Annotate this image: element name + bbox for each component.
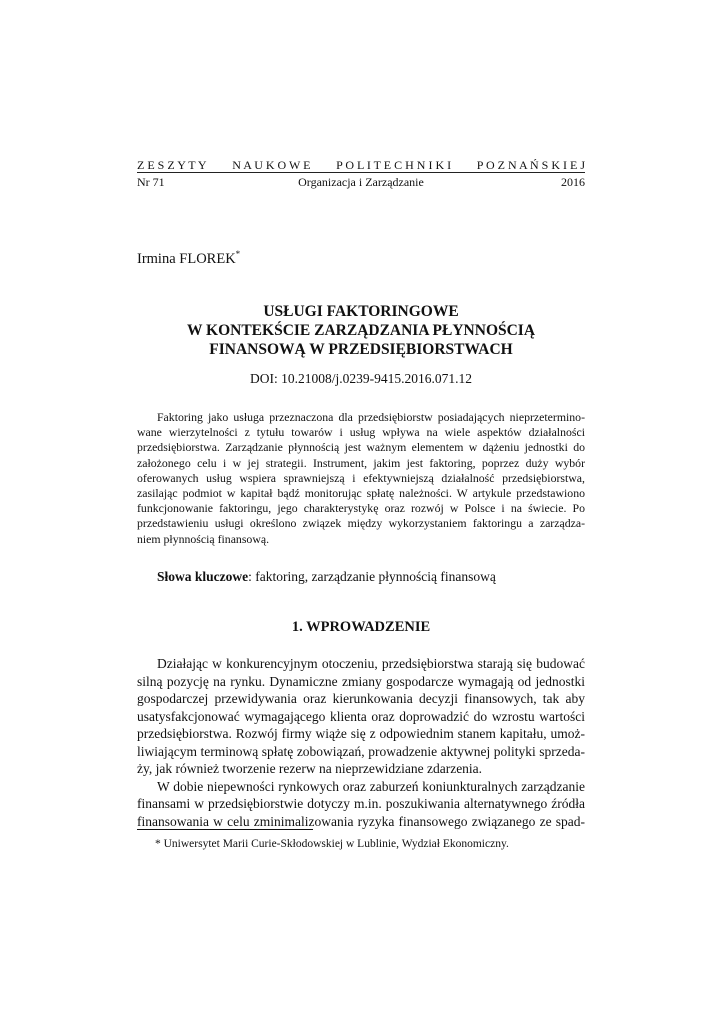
body-line: finansowania w celu zminimalizowania ryzyka finansowego związanego ze spad- [137, 813, 585, 829]
abstract-line: wane wierzytelności z tytułu towarów i usług wpływa na wiele aspektów działalności [137, 425, 585, 440]
abstract-line: funkcjonowanie faktoringu, jego charakterystykę oraz rozwój w Polsce i na świecie. Po [137, 501, 585, 516]
abstract [137, 410, 585, 547]
issue-number: Nr 71 [137, 175, 165, 189]
title-line: FINANSOWĄ W PRZEDSIĘBIORSTWACH [209, 341, 513, 358]
journal-word: P O Z N A Ń S K I E J [476, 158, 585, 172]
journal-word: N A U K O W E [232, 158, 311, 172]
body-line: przedsiębiorstwa. Rozwój firmy wiąże się z odpowiednim stanem kapitału, umoż- [137, 726, 585, 741]
journal-word: P O L I T E C H N I K I [336, 158, 452, 172]
body-line: silną pozycję na rynku. Dynamiczne zmiany gospodarcze wymagają od jednostki [137, 673, 585, 689]
keywords-text: : faktoring, zarządzanie płynnością finansową [248, 569, 496, 584]
author-footnote-marker: * [235, 249, 241, 260]
title-line: W KONTEKŚCIE ZARZĄDZANIA PŁYNNOŚCIĄ [186, 322, 536, 339]
abstract-line: oferowanych usług wspiera sprawniejszą i efektywniejszą działalność przedsiębiorstwa, [137, 470, 585, 485]
body-line: Działając w konkurencyjnym otoczeniu, przedsiębiorstwa starają się budować [157, 656, 585, 671]
author-name: Irmina FLOREK [137, 251, 236, 267]
body-line: W dobie niepewności rynkowych oraz zaburzeń koniunkturalnych zarządzanie [157, 778, 585, 794]
section-heading: 1. WPROWADZENIE [291, 619, 431, 635]
body-line: ży, jak również tworzenie rezerw na nieprzewidziane zdarzenia. [137, 761, 483, 776]
body-line: liwiającym terminową spłatę zobowiązań, prowadzenie aktywnej polityki sprzeda- [137, 743, 585, 759]
footnote: * Uniwersytet Marii Curie-Skłodowskiej w Lublinie, Wydział Ekonomiczny. [155, 838, 509, 850]
abstract-line: zasilając podmiot w kapitał bądź monitorując spłatę należności. W artykule przedstawiono [137, 485, 585, 500]
abstract-line: Faktoring jako usługa przeznaczona dla przedsiębiorstw posiadających nieprzetermino- [157, 410, 585, 424]
abstract-line: przedsiębiorstwa. Zarządzanie płynnością jest ważnym elementem w dążeniu jednostki do [137, 440, 585, 455]
body-line: gospodarczej przewidywania oraz kierunkowania decyzji finansowych, tak aby [137, 691, 585, 706]
journal-name [137, 158, 585, 172]
journal-series: Organizacja i Zarządzanie [298, 175, 424, 189]
author [137, 250, 240, 268]
doi: DOI: 10.21008/j.0239-9415.2016.071.12 [250, 371, 472, 386]
abstract-line: przedstawieniu usługi określono związek między wykorzystaniem faktoringu a zarządza- [137, 516, 585, 531]
journal-word: Z E S Z Y T Y [137, 158, 207, 172]
keywords-label: Słowa kluczowe [157, 569, 249, 584]
body-text [137, 655, 585, 830]
article-title [137, 302, 585, 359]
keywords [157, 568, 496, 585]
body-line: finansami w przedsiębiorstwie dotyczy m.in. poszukiwania alternatywnego źródła [137, 796, 585, 811]
abstract-line: niem płynnością finansową. [137, 531, 270, 546]
abstract-line: założonego celu i w jej strategii. Instrument, jakim jest faktoring, poprzez duży wybór [137, 455, 585, 470]
title-line: USŁUGI FAKTORINGOWE [263, 303, 459, 320]
header-rule [137, 172, 585, 173]
footnote-rule [137, 829, 313, 830]
body-line: usatysfakcjonować wymagającego klienta oraz doprowadzić do wzrostu wartości [137, 708, 585, 724]
publication-year: 2016 [561, 175, 585, 189]
